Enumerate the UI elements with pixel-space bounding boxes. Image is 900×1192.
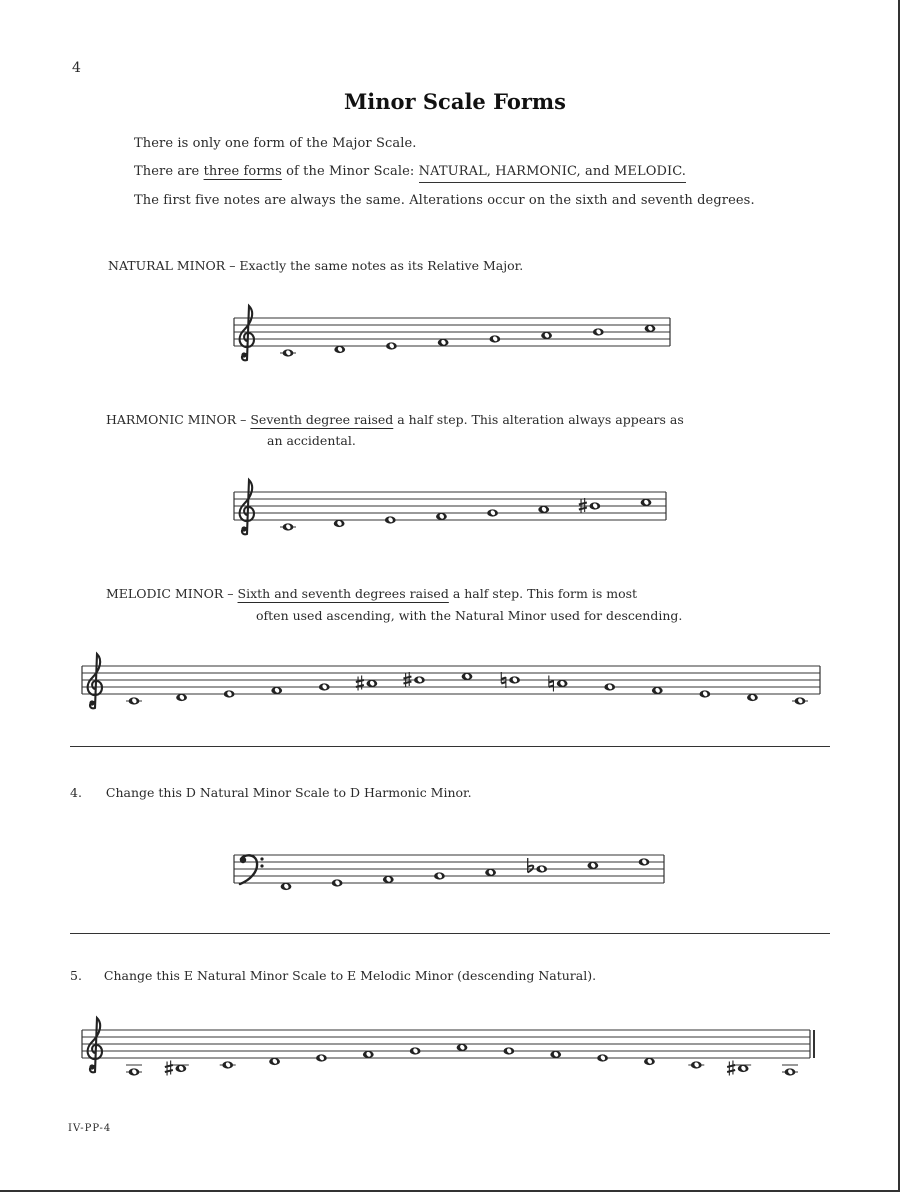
whole-note-icon — [538, 506, 549, 513]
whole-note-icon — [383, 876, 394, 883]
page-title: Minor Scale Forms — [344, 89, 566, 114]
exercise-4-staff — [232, 837, 666, 903]
whole-note-icon — [691, 1061, 702, 1068]
whole-note-icon — [699, 690, 710, 697]
whole-note-icon — [366, 680, 377, 687]
whole-note-icon — [644, 1058, 655, 1065]
whole-note-icon — [438, 339, 449, 346]
exercise-5-number: 5. — [70, 968, 82, 983]
whole-note-icon — [129, 1068, 140, 1075]
whole-note-icon — [747, 694, 758, 701]
intro-line-2-pre: There are — [134, 164, 204, 179]
melodic-minor-staff — [80, 648, 822, 714]
whole-note-icon — [536, 865, 547, 872]
sharp-icon — [356, 676, 364, 691]
harmonic-minor-staff — [232, 474, 668, 540]
natural-minor-dash: – — [229, 258, 236, 273]
bass-clef-icon — [240, 855, 264, 884]
whole-note-icon — [652, 687, 663, 694]
melodic-minor-heading — [106, 586, 637, 601]
whole-note-icon — [316, 1054, 327, 1061]
whole-note-icon — [489, 335, 500, 342]
exercise-5-staff — [80, 1012, 816, 1078]
whole-note-icon — [785, 1068, 796, 1075]
whole-note-icon — [487, 509, 498, 516]
whole-note-icon — [557, 680, 568, 687]
intro-line-2 — [134, 164, 686, 179]
melodic-minor-dash: – — [227, 586, 234, 601]
minor-forms-list: NATURAL, HARMONIC, and MELODIC. — [419, 164, 686, 183]
whole-note-icon — [639, 858, 650, 865]
whole-note-icon — [503, 1047, 514, 1054]
whole-note-icon — [795, 697, 806, 704]
whole-note-icon — [386, 342, 397, 349]
whole-note-icon — [589, 502, 600, 509]
natural-sign-icon — [549, 676, 554, 692]
natural-minor-label: NATURAL MINOR — [108, 258, 226, 273]
melodic-minor-text-2: often used ascending, with the Natural Minor used for descending. — [256, 608, 683, 623]
harmonic-minor-text-1: a half step. This alteration always appears as — [393, 412, 684, 427]
whole-note-icon — [334, 346, 345, 353]
whole-note-icon — [541, 332, 552, 339]
whole-note-icon — [641, 499, 652, 506]
whole-note-icon — [457, 1044, 468, 1051]
sharp-icon — [165, 1061, 173, 1076]
whole-note-icon — [281, 883, 292, 890]
whole-note-icon — [283, 523, 294, 530]
whole-note-icon — [271, 687, 282, 694]
exercise-5 — [70, 968, 596, 983]
intro-line-1: There is only one form of the Major Scale. — [134, 136, 417, 151]
natural-minor-heading — [108, 258, 523, 273]
whole-note-icon — [485, 869, 496, 876]
whole-note-icon — [385, 516, 396, 523]
whole-note-icon — [283, 349, 294, 356]
whole-note-icon — [587, 862, 598, 869]
whole-note-icon — [222, 1061, 233, 1068]
harmonic-minor-underlined: Seventh degree raised — [250, 412, 394, 427]
page-footer-code: IV-PP-4 — [68, 1123, 112, 1134]
sharp-icon — [727, 1061, 735, 1076]
whole-note-icon — [176, 694, 187, 701]
harmonic-minor-text-2: an accidental. — [267, 433, 356, 448]
exercise-4-number: 4. — [70, 785, 82, 800]
answer-line — [70, 746, 830, 747]
answer-line — [70, 933, 830, 934]
exercise-4-text: Change this D Natural Minor Scale to D Harmonic Minor. — [105, 785, 472, 800]
treble-clef-icon — [88, 654, 102, 708]
whole-note-icon — [645, 325, 656, 332]
whole-note-icon — [604, 683, 615, 690]
whole-note-icon — [550, 1051, 561, 1058]
whole-note-icon — [175, 1065, 186, 1072]
harmonic-minor-dash: – — [240, 412, 247, 427]
natural-minor-text: Exactly the same notes as its Relative Major. — [239, 258, 524, 273]
whole-note-icon — [334, 520, 345, 527]
page-number: 4 — [72, 60, 81, 76]
natural-minor-staff — [232, 300, 672, 366]
whole-note-icon — [410, 1047, 421, 1054]
whole-note-icon — [319, 683, 330, 690]
treble-clef-icon — [88, 1018, 102, 1072]
whole-note-icon — [738, 1065, 749, 1072]
whole-note-icon — [129, 697, 140, 704]
melodic-minor-text-1: a half step. This form is most — [448, 586, 638, 601]
intro-line-2-mid: of the Minor Scale: — [281, 164, 419, 179]
whole-note-icon — [434, 872, 445, 879]
whole-note-icon — [509, 676, 520, 683]
harmonic-minor-heading — [106, 412, 684, 427]
whole-note-icon — [363, 1051, 374, 1058]
whole-note-icon — [414, 676, 425, 683]
melodic-minor-underlined: Sixth and seventh degrees raised — [237, 586, 449, 601]
three-forms-underlined: three forms — [203, 164, 282, 179]
whole-note-icon — [224, 690, 235, 697]
treble-clef-icon — [240, 480, 254, 534]
whole-note-icon — [332, 879, 343, 886]
exercise-4 — [70, 785, 472, 800]
whole-note-icon — [593, 328, 604, 335]
flat-icon — [528, 858, 534, 873]
exercise-5-text: Change this E Natural Minor Scale to E Melodic Minor (descending Natural). — [103, 968, 597, 983]
whole-note-icon — [597, 1054, 608, 1061]
melodic-minor-label: MELODIC MINOR — [106, 586, 224, 601]
treble-clef-icon — [240, 306, 254, 360]
harmonic-minor-label: HARMONIC MINOR — [106, 412, 237, 427]
whole-note-icon — [269, 1058, 280, 1065]
whole-note-icon — [462, 673, 473, 680]
whole-note-icon — [436, 513, 447, 520]
intro-line-3: The first five notes are always the same. Alterations occur on the sixth and seventh degrees. — [134, 193, 755, 208]
